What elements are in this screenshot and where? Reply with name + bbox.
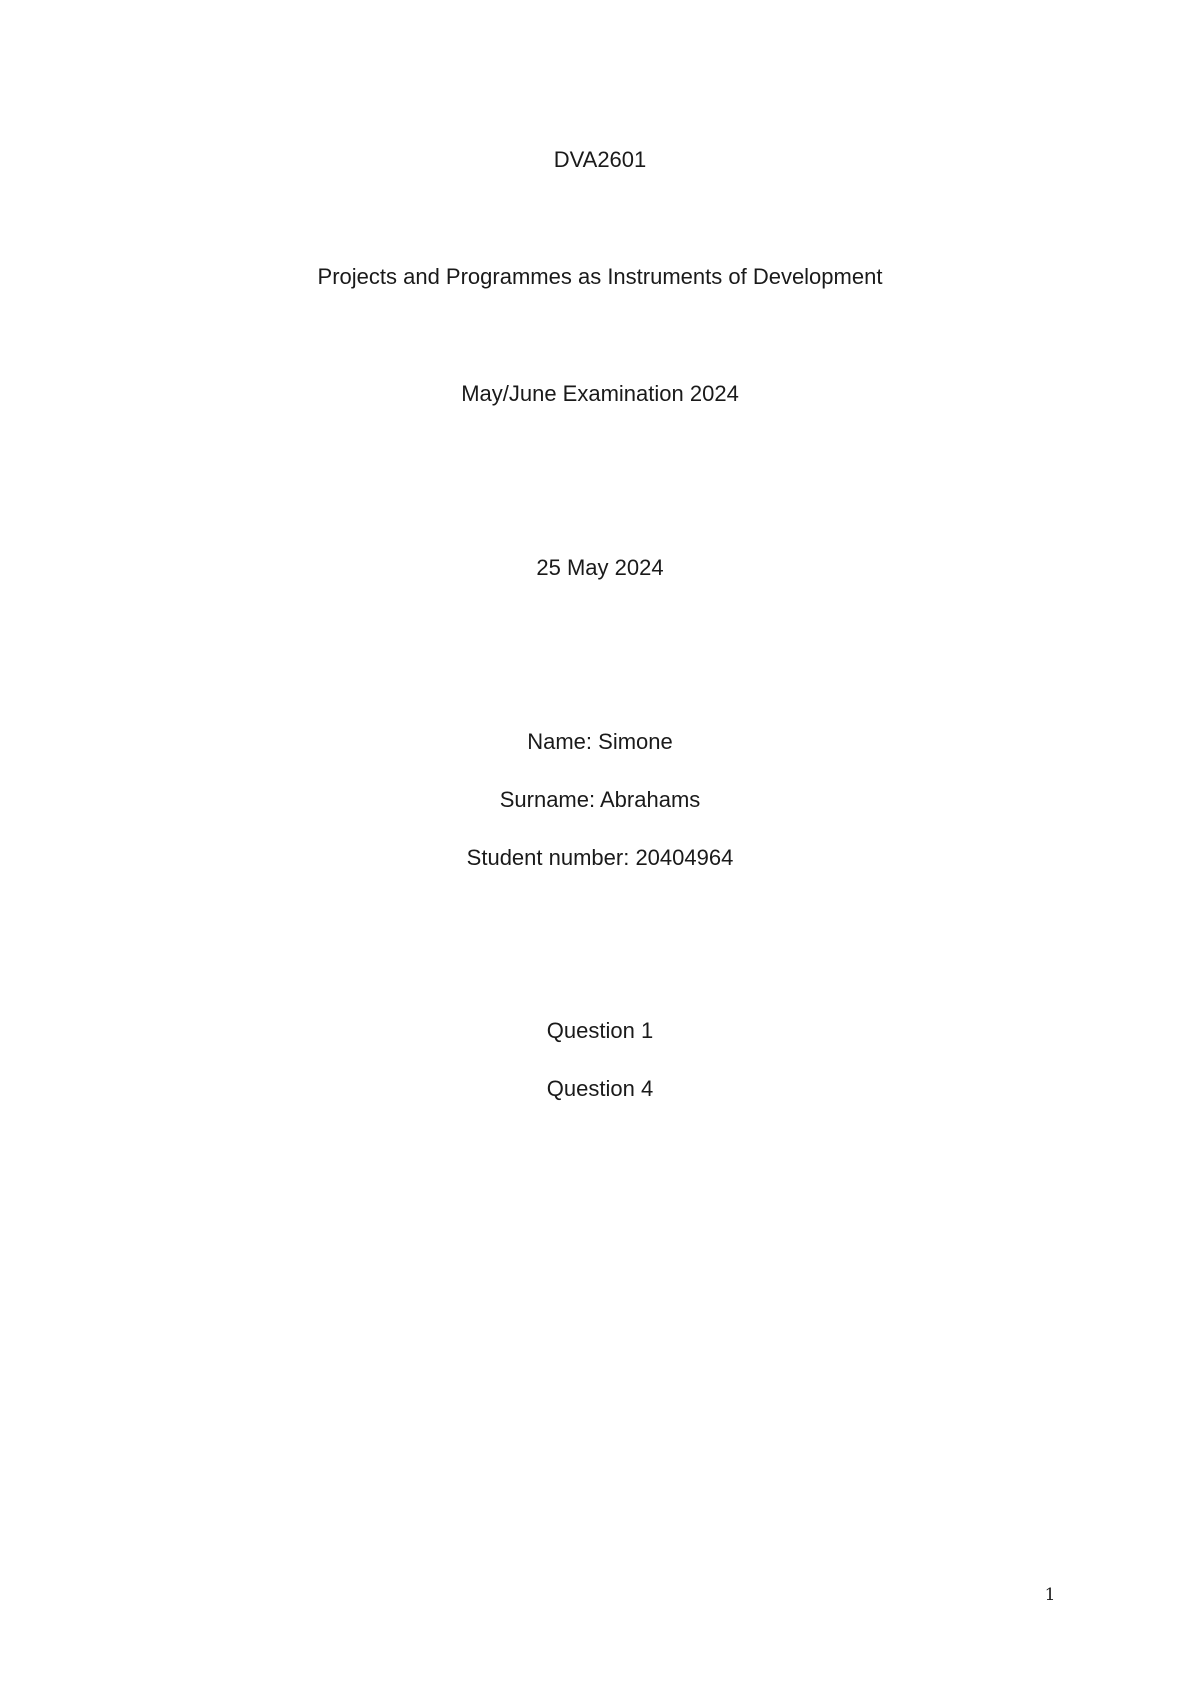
page-number: 1 (1044, 1585, 1056, 1605)
student-surname: Surname: Abrahams (499, 787, 701, 812)
course-code: DVA2601 (553, 147, 647, 172)
course-title: Projects and Programmes as Instruments of Development (317, 264, 883, 289)
exam-date: 25 May 2024 (536, 555, 664, 580)
exam-session: May/June Examination 2024 (461, 381, 739, 406)
question-item: Question 1 (546, 1018, 654, 1043)
student-name: Name: Simone (527, 729, 673, 754)
student-number: Student number: 20404964 (466, 845, 734, 870)
question-item: Question 4 (546, 1076, 654, 1101)
